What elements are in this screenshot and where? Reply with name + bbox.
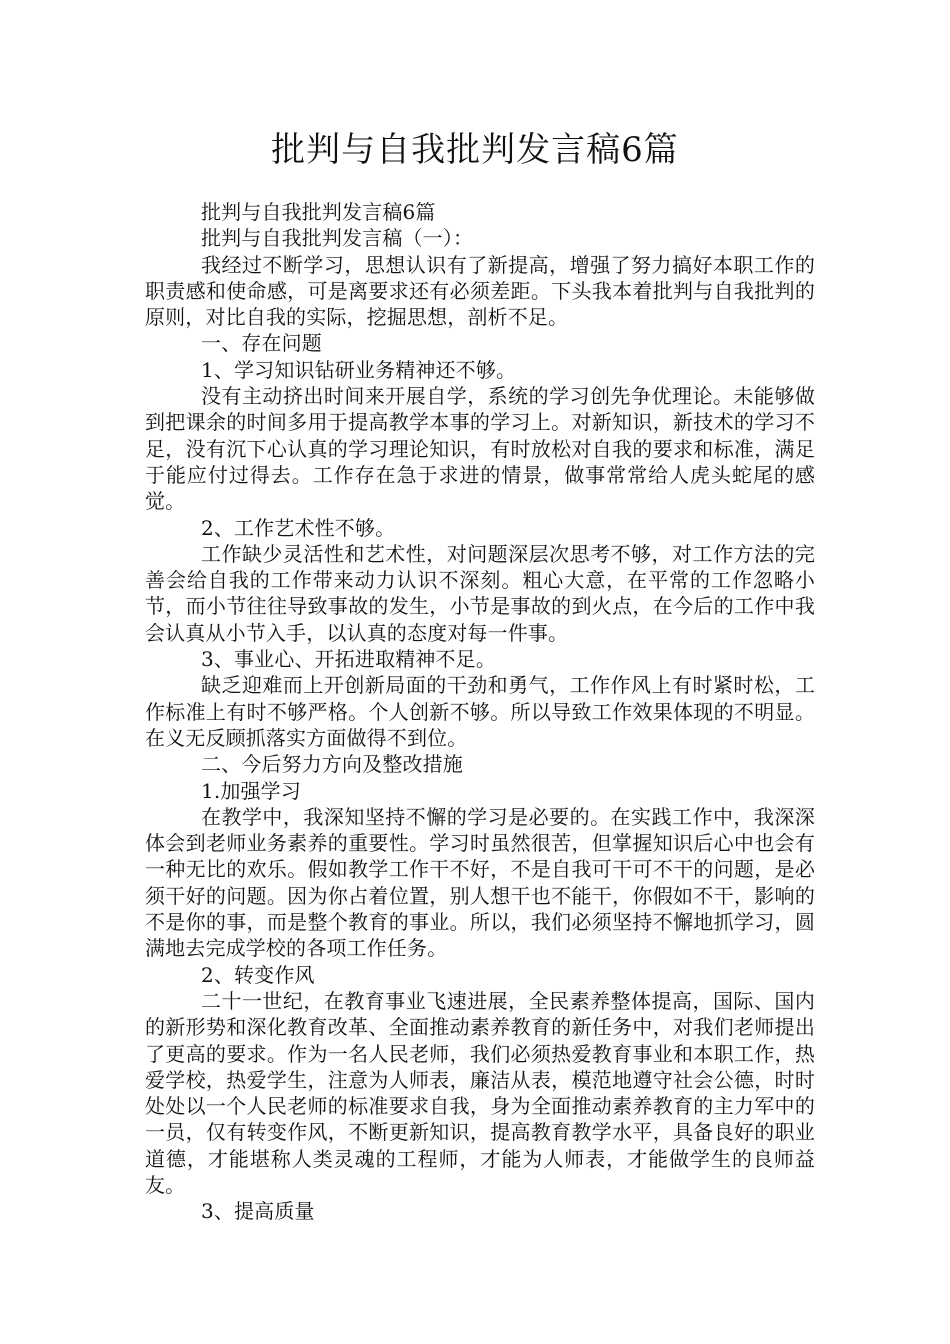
paragraph: 工作缺少灵活性和艺术性，对问题深层次思考不够，对工作方法的完善会给自我的工作带来动力认识不深刻。粗心大意，在平常的工作忽略小节，而小节往往导致事故的发生，小节是事故的到火点，在今后的工作中我会认真从小节入手，以认真的态度对每一件事。: [145, 541, 815, 645]
section-heading: 一、存在问题: [201, 331, 322, 356]
subsection-heading: 2、转变作风: [201, 962, 315, 987]
subsection-heading: 3、提高质量: [201, 1199, 315, 1224]
subsection-heading: 1、学习知识钻研业务精神还不够。: [201, 357, 517, 382]
paragraph: 缺乏迎难而上开创新局面的干劲和勇气，工作作风上有时紧时松，工作标准上有时不够严格。个人创新不够。所以导致工作效果体现的不明显。在义无反顾抓落实方面做得不到位。: [145, 673, 815, 750]
section-heading: 批判与自我批判发言稿（一）：: [201, 226, 474, 251]
subsection-heading: 1.加强学习: [201, 778, 301, 803]
subsection-heading: 3、事业心、开拓进取精神不足。: [201, 647, 496, 672]
subtitle-line: 批判与自我批判发言稿6篇: [201, 200, 436, 224]
section-heading: 二、今后努力方向及整改措施: [201, 752, 463, 777]
paragraph: 没有主动挤出时间来开展自学，系统的学习创先争优理论。未能够做到把课余的时间多用于提高教学本事的学习上。对新知识，新技术的学习不足，没有沉下心认真的学习理论知识，有时放松对自我的要求和标准，满足于能应付过得去。工作存在急于求进的情景，做事常常给人虎头蛇尾的感觉。: [145, 384, 815, 514]
document-body: [145, 199, 815, 1225]
document-title: 批判与自我批判发言稿6篇: [271, 130, 679, 170]
paragraph: 二十一世纪，在教育事业飞速进展，全民素养整体提高，国际、国内的新形势和深化教育改革、全面推动素养教育的新任务中，对我们老师提出了更高的要求。作为一名人民老师，我们必须热爱教育事业和本职工作，热爱学校，热爱学生，注意为人师表，廉洁从表，模范地遵守社会公德，时时处处以一个人民老师的标准要求自我，身为全面推动素养教育的主力军中的一员，仅有转变作风，不断更新知识，提高教育教学水平，具备良好的职业道德，才能堪称人类灵魂的工程师，才能为人师表，才能做学生的良师益友。: [145, 988, 815, 1197]
paragraph: 我经过不断学习，思想认识有了新提高，增强了努力搞好本职工作的职责感和使命感，可是离要求还有必须差距。下头我本着批判与自我批判的原则，对比自我的实际，挖掘思想，剖析不足。: [145, 252, 815, 330]
paragraph: 在教学中，我深知坚持不懈的学习是必要的。在实践工作中，我深深体会到老师业务素养的重要性。学习时虽然很苦，但掌握知识后心中也会有一种无比的欢乐。假如教学工作干不好，不是自我可干可不干的问题，是必须干好的问题。因为你占着位置，别人想干也不能干，你假如不干，影响的不是你的事，而是整个教育的事业。所以，我们必须坚持不懈地抓学习，圆满地去完成学校的各项工作任务。: [145, 804, 815, 961]
subsection-heading: 2、工作艺术性不够。: [201, 515, 396, 540]
